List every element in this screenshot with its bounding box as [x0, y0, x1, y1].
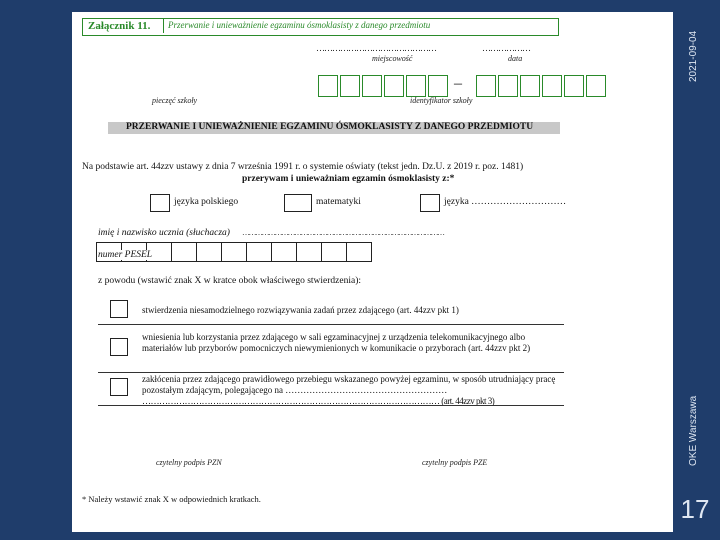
- id-box[interactable]: [476, 75, 496, 97]
- date-dots: ………………: [482, 43, 530, 53]
- reason-2-text: wniesienia lub korzystania przez zdającego w sali egzaminacyjnej z urządzenia telekomunikacyjnego albo materiałów lub przyborów pomocniczych niewymienionych w komunikacie o przyborach (art. 44zzv pkt 2): [142, 332, 531, 353]
- date-label: data: [508, 54, 523, 63]
- pesel-box[interactable]: [296, 242, 321, 262]
- place-dots: ………………………………………: [316, 43, 436, 53]
- attachment-title: Przerwanie i unieważnienie egzaminu ósmoklasisty z danego przedmiotu: [163, 19, 430, 33]
- reason-1-text: stwierdzenia niesamodzielnego rozwiązywania zadań przez zdającego (art. 44zzv pkt 1): [142, 305, 459, 315]
- attachment-label: Załącznik 11.: [88, 20, 151, 32]
- pesel-box[interactable]: [221, 242, 246, 262]
- id-box[interactable]: [318, 75, 338, 97]
- reason-3-text: zakłócenia przez zdającego prawidłowego przebiegu wskazanego powyżej egzaminu, w sposób utrudniający pracę pozostałym zdającym, polegającego na ………………………………………………: [142, 374, 556, 395]
- checkbox-reason-3[interactable]: [110, 378, 128, 396]
- school-stamp-label: pieczęć szkoły: [152, 96, 198, 105]
- pesel-box[interactable]: [246, 242, 271, 262]
- id-box[interactable]: [362, 75, 382, 97]
- id-box[interactable]: [542, 75, 562, 97]
- footnote: * Należy wstawić znak X w odpowiednich kratkach.: [82, 494, 261, 504]
- reason-divider: [98, 324, 564, 325]
- subject-math: matematyki: [316, 197, 361, 207]
- place-label: miejscowość: [372, 54, 413, 63]
- reason-divider: [98, 405, 564, 406]
- pesel-box[interactable]: [196, 242, 221, 262]
- id-box[interactable]: [520, 75, 540, 97]
- attachment-header: [82, 18, 559, 36]
- checkbox-language[interactable]: [420, 194, 440, 212]
- id-box[interactable]: [564, 75, 584, 97]
- id-box[interactable]: [498, 75, 518, 97]
- form-title: PRZERWANIE I UNIEWAŻNIENIE EGZAMINU ÓSMOKLASISTY Z DANEGO PRZEDMIOTU: [126, 122, 534, 132]
- sidebar-organization: OKE Warszawa: [688, 395, 699, 466]
- page-number: 17: [680, 494, 710, 524]
- student-name-dots: …………………………………………………………………………………: [242, 228, 444, 237]
- checkbox-reason-2[interactable]: [110, 338, 128, 356]
- reason-3-line2: …………………………………………………………………………………………… (art. 44zzv pkt 3): [142, 396, 495, 406]
- sidebar-date: 2021-09-04: [688, 30, 699, 82]
- id-box[interactable]: [340, 75, 360, 97]
- subject-language: języka …………………………: [444, 197, 567, 207]
- school-id-label: identyfikator szkoły: [410, 96, 473, 105]
- pesel-box[interactable]: [346, 242, 372, 262]
- reason-divider: [98, 372, 564, 373]
- pesel-box[interactable]: [321, 242, 346, 262]
- id-dash: –: [454, 75, 462, 92]
- decision-text: przerywam i unieważniam egzamin ósmoklasisty z:*: [242, 174, 455, 184]
- id-box[interactable]: [384, 75, 404, 97]
- checkbox-math[interactable]: [284, 194, 312, 212]
- id-box[interactable]: [428, 75, 448, 97]
- pesel-box[interactable]: [171, 242, 196, 262]
- reason-label: z powodu (wstawić znak X w kratce obok właściwego stwierdzenia):: [98, 276, 362, 286]
- subject-polish: języka polskiego: [174, 197, 239, 207]
- id-box[interactable]: [406, 75, 426, 97]
- checkbox-polish[interactable]: [150, 194, 170, 212]
- checkbox-reason-1[interactable]: [110, 300, 128, 318]
- document-page: [72, 12, 673, 532]
- pesel-box[interactable]: [271, 242, 296, 262]
- form-title-bar: [108, 122, 560, 134]
- signature-pzn: czytelny podpis PZN: [156, 458, 222, 467]
- signature-pze: czytelny podpis PZE: [422, 458, 488, 467]
- student-name-label: imię i nazwisko ucznia (słuchacza): [98, 228, 230, 238]
- pesel-label: numer PESEL: [98, 250, 153, 260]
- legal-basis: Na podstawie art. 44zzv ustawy z dnia 7 września 1991 r. o systemie oświaty (tekst jedn. Dz.U. z 2019 r. poz. 1481): [82, 162, 524, 172]
- id-box[interactable]: [586, 75, 606, 97]
